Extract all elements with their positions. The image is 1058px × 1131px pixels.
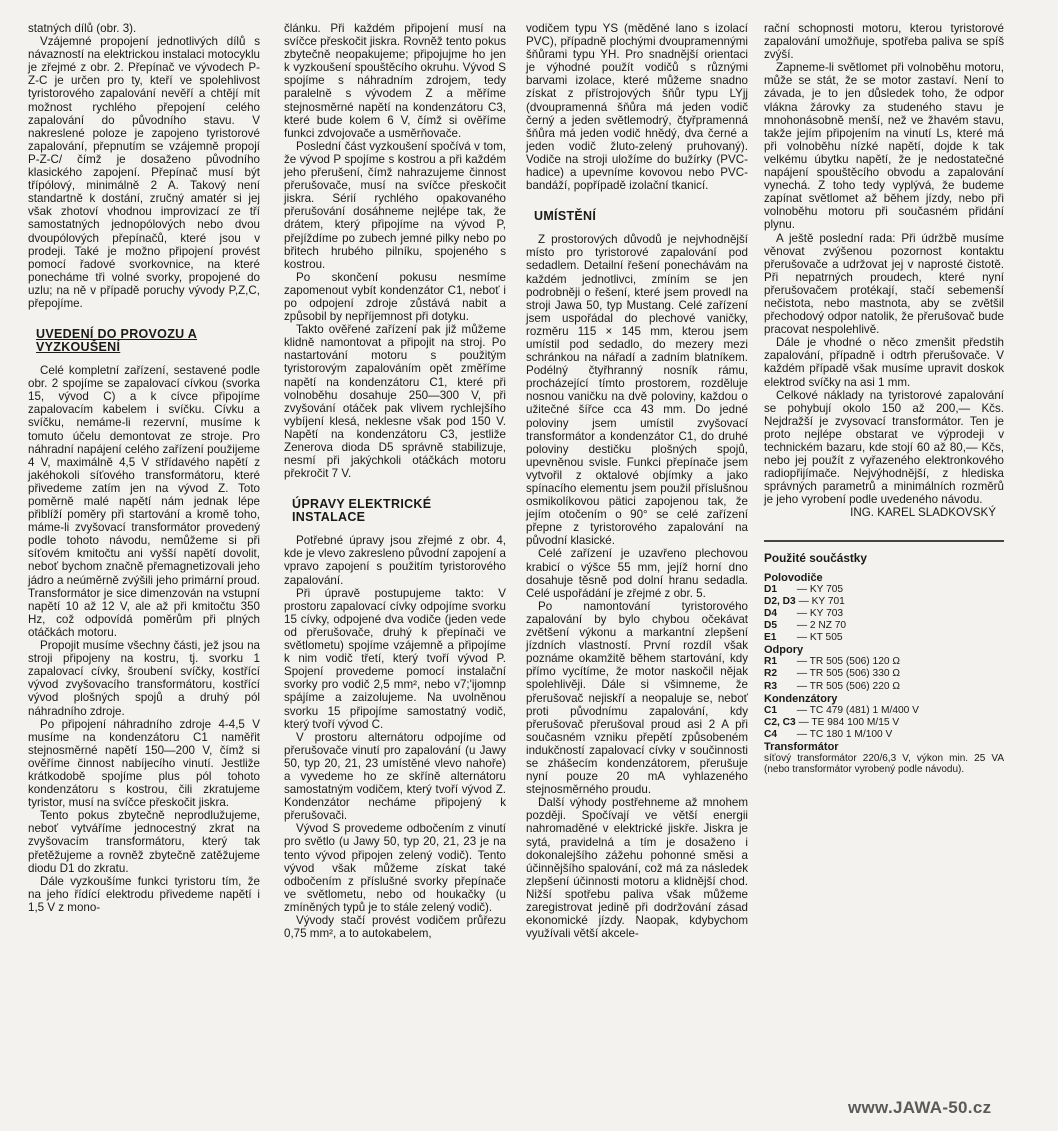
paragraph: A ještě poslední rada: Při údržbě musíme věnovat zvýšenou pozornost kontaktu přerušovače a udržovat jej v naprosté čistotě. Při nepatrných proudech, které nyní přerušovačem protékají, stačí sebemenší nečistota, nebo mastnota, aby se zvětšil přechodový odpor natolik, že přerušovač bude pracovat nespolehlivě. <box>764 231 1004 337</box>
paragraph: Propojit musíme všechny části, jež jsou na stroji připojeny na kostru, tj. svorku 1 zapalovací cívky, šroubení svíčky, kostřící vývod zvyšovacího transformátoru, kostřící vývod plošných spojů a druhý pól náhradního zdroje. <box>28 639 260 718</box>
part-ref: R1 <box>764 656 778 668</box>
parts-group-label: Polovodiče <box>764 571 823 584</box>
part-value: — TC 180 1 M/100 V <box>796 728 893 740</box>
paragraph: Dále vyzkoušíme funkci tyristoru tím, že na jeho řídící elektrodu přivedeme napětí i 1,5 V z mono- <box>28 874 260 914</box>
part-ref: C1 <box>764 704 778 716</box>
parts-row <box>764 681 1004 693</box>
part-ref: E1 <box>764 632 777 644</box>
paragraph: Po namontování tyristorového zapalování by bylo chybou očekávat zvětšení výkonu a markantní zlepšení jízdních vlastností. První rozdíl však poznáme okamžitě během startování, kdy přímo vycítíme, že motor naskočil nějak spolehlivěji. Dále si všimneme, že přerušovač nejiskří a neopaluje se, neboť proti původnímu zapalování, kdy přerušovač přerušoval proud asi 2 A při současném vzniku přepětí způsobeném indukčností zapalovací cívky v součinnosti se zhášecím kondenzátorem, přerušuje nyní pouze 20 mA vyhlazeného stejnosměrného proudu. <box>526 599 748 797</box>
section-heading: UVEDENÍ DO PROVOZU A VYZKOUŠENÍ <box>36 327 198 355</box>
part-value: — TC 479 (481) 1 M/400 V <box>796 704 919 716</box>
text-column-3 <box>526 22 748 940</box>
parts-row <box>764 620 1004 632</box>
paragraph: Celé kompletní zařízení, sestavené podle obr. 2 spojíme se zapalovací cívkou (svorka 15, vývod C) a k cívce připojíme zapalovacím kabelem i svíčku. Cívku a svíčku, nemáme-li rezervní, musíme k tomuto účelu demontovat ze stroje. Pro náhradní napájení celého zařízení použijeme 4 V, maximálně 4,5 V střídavého napětí z jakéhokoli síťového transformátoru, které přivedeme zatím jen na vývod Z. Toto poměrně malé napětí nám jednak lépe přiblíží poměry při startování a kromě toho, máme-li zvyšovací transformátor provedený podle tohoto návodu, nemůžeme si při síťovém kmitočtu ani vyšší napětí dovolit, neboť bychom značně přemagnetizovali jeho jádro a neúměrně zvýšili jeho primární proud. Transformátor je sice dimenzován na vstupní napětí 10 až 12 V, ale až při kmitočtu 350 Hz, což odpovídá poměrům při plných otáčkách motoru. <box>28 364 260 639</box>
parts-row <box>764 729 1004 741</box>
section-heading: UMÍSTĚNÍ <box>534 209 597 224</box>
part-ref: R3 <box>764 680 778 692</box>
paragraph: Vzájemné propojení jednotlivých dílů s návazností na elektrickou instalaci motocyklu je zřejmé z obr. 2. Přepínač ve vývodech P-Z-C je určen pro ty, kteří ve spolehlivost tyristorového zapalování nevěří a chtějí mít možnost rychlého přepojení celého zapalování do původního stavu. V nakreslené poloze je zapojeno tyristorové zapalování, přepnutím se vzájemně propojí P-Z-C/ čímž je dosaženo původního klasického zapojení. Přepínač musí být třípólový, minimálně 2 A. Takový není standartně k dostání, zručný amatér si jej však zhotoví vhodnou improvizací ze tří samostatných jednopólových nebo dvou dvoupólových přepínačů, které jsou v prodeji. Také je možno připojení provést pomocí řadové svorkovnice, na které ponecháme tři volné svorky, propojené do uzlu; na ně v případě poruchy vývody P,Z,C, přepojíme. <box>28 35 260 310</box>
paragraph: Po skončení pokusu nesmíme zapomenout vybít kondenzátor C1, neboť i po odpojení zdroje zůstává nabit a způsobil by nepříjemnost při dotyku. <box>284 270 506 324</box>
part-value: — TR 505 (506) 220 Ω <box>796 680 900 692</box>
parts-group-label: Kondenzátory <box>764 692 838 705</box>
parts-group-label: Transformátor <box>764 740 839 753</box>
paragraph: rační schopnosti motoru, kterou tyristorové zapalování umožňuje, spotřeba paliva se spíš zvýší. <box>764 22 1004 62</box>
part-value: — TR 505 (506) 330 Ω <box>796 668 900 680</box>
author-signature: ING. KAREL SLADKOVSKÝ <box>850 506 996 520</box>
text-column-1 <box>28 22 260 914</box>
paragraph: Takto ověřené zařízení pak již můžeme klidně namontovat a připojit na stroj. Po nastartování motoru s použitým tyristorovým zapalováním opět změříme napětí na kondenzátoru C1, které při volnoběhu dosahuje 250—300 V, při zvyšování otáček pak vlivem rychlejšího vybíjení klesá, neklesne však pod 150 V. Napětí na kondenzátoru C3, jestliže Zenerova dioda D5 správně stabilizuje, nesmí při jakýchkoli otáčkách motoru překročit 7 V. <box>284 323 506 481</box>
paragraph: Při úpravě postupujeme takto: V prostoru zapalovací cívky odpojíme svorku 15 cívky, odpojené dva vodiče (jeden vede od přerušovače, druhý k přepínači ve světlometu) spojíme vzájemně a připojíme k nim vodič třetí, který tvoří vývod P. Spojení provedeme pomocí instalační svorky pro vodič 2,5 mm², nebo v7;'ijomnp spájíme a zaizolujeme. Na uvolněnou svorku 15 připojíme samostatný vodič, který tvoří vývod C. <box>284 586 506 731</box>
part-value: — TE 984 100 M/15 V <box>798 716 900 728</box>
part-value: — KT 505 <box>796 632 843 644</box>
part-ref: D5 <box>764 620 778 632</box>
parts-row <box>764 596 1004 608</box>
paragraph: Tento pokus zbytečně neprodlužujeme, neboť vytváříme jednocestný zkrat na zvyšovacím transformátoru, který tak přetěžujeme a rovněž zbytečně zatěžujeme diodu D1 do zkratu. <box>28 809 260 875</box>
text-column-4 <box>764 22 1004 775</box>
part-value: — 2 NZ 70 <box>796 620 847 632</box>
part-value: — KY 703 <box>796 607 844 619</box>
paragraph: Z prostorových důvodů je nejvhodnější místo pro tyristorové zapalování pod sedadlem. Detailní řešení ponechávám na každém jednotlivci, zmíním se jen podrobněji o řešení, které jsem provedl na stroji Jawa 50, typ Mustang. Celé zařízení jsem uspořádal do plechové vaničky, rozměru 115 × 145 mm, kterou jsem umístil pod sedadlo, do mezery mezi schránkou na nářadí a zadním blatníkem. Podélný čtyřhranný nosník rámu, procházející tímto prostorem, rozděluje nosnou vaničku na dvě poloviny, každou o užitečné šířce cca 43 mm. Do jedné poloviny jsem umístil zvyšovací transformátor a kondenzátor C1, do druhé poloviny destičku plošných spojů, upevněnou svisle. Funkci přepínače jsem vytvořil z oktalové objímky a jako spínacího elementu jsem použil příslušnou osmikolíkovou pätici zapojenou tak, že jejím otočením o 90° se celé zařízení přepne z tyristorového zapalování na původní klasické. <box>526 233 748 548</box>
parts-list <box>764 540 1004 776</box>
website-watermark: www.JAWA-50.cz <box>848 1098 992 1117</box>
parts-row <box>764 656 1004 668</box>
parts-row <box>764 705 1004 717</box>
part-ref: R2 <box>764 668 778 680</box>
parts-list-title: Použité součástky <box>764 550 867 565</box>
part-ref: C2, C3 <box>764 716 796 728</box>
section-heading: ÚPRAVY ELEKTRICKÉ INSTALACE <box>292 497 432 525</box>
part-ref: D4 <box>764 607 778 619</box>
paragraph: Celkové náklady na tyristorové zapalování se pohybují okolo 150 až 200,— Kčs. Nejdražší je zvysovací transformátor. Ten je proto nejlépe obstarat ve výprodeji v technickém bazaru, kde stojí 60 až 80,— Kčs, nebo jej použít z vyřazeného elektronkového radiopřijímače. Nejvýhodnější, z hlediska správných parametrů a minimálních rozměrů je jeho vyrobení podle uvedeného návodu. <box>764 388 1004 507</box>
paragraph: Celé zařízení je uzavřeno plechovou krabicí o výšce 55 mm, jejíž horní dno dosahuje těsně pod dolní hranu sedadla. Celé uspořádání je zřejmé z obr. 5. <box>526 547 748 600</box>
parts-row <box>764 608 1004 620</box>
text-column-2 <box>284 22 506 940</box>
paragraph: Dále je vhodné o něco zmenšit předstih zapalování, případně i odtrh přerušovače. V každém případě však musíme upravit doskok elektrod svíčky na asi 1 mm. <box>764 336 1004 389</box>
paragraph: Další výhody postřehneme až mnohem později. Spočívají ve větší energii nahromaděné v elektrické jiskře. Jiskra je sytá, pravidelná a tím je dosaženo i dokonalejšího zážehu pohonné směsi a účinnějšího spalování, což má za následek zlepšení účinnosti motoru a klidnější chod. Nižší spotřebu paliva však můžeme zaregistrovat jedině při dodržování zásad ekonomické jízdy. Naopak, kdybychom využívali větší akcele- <box>526 796 748 941</box>
paragraph: Zapneme-li světlomet při volnoběhu motoru, může se stát, že se motor zastaví. Není to závada, je to jen důsledek toho, že odpor vlákna žárovky za studeného stavu je mnohonásobně menší, než ve žhavém stavu, takže jejím připojením na vinutí Ls, které má při volnoběhu nízké napětí, dojde k tak velkému úbytku napětí, že je nedostatečné napájení spouštěcího obvodu a zapalování vynechá. Z toho tedy vyplývá, že budeme zapínat světlomet až během jízdy, nebo při volnoběhu motoru při současném přidání plynu. <box>764 61 1004 232</box>
paragraph: statných dílů (obr. 3). <box>28 22 137 35</box>
parts-row <box>764 584 1004 596</box>
part-value: — KY 705 <box>796 583 844 595</box>
transformer-note: síťový transformátor 220/6,3 V, výkon min. 25 VA (nebo transformátor vyrobený podle návodu). <box>764 753 1004 776</box>
part-value: — KY 701 <box>798 595 845 607</box>
parts-group-label: Odpory <box>764 644 804 657</box>
paragraph: V prostoru alternátoru odpojíme od přerušovače vinutí pro zapalování (u Jawy 50, typ 20, 21, 23 umístěné vlevo nahoře) a vyvedeme ho ze skříně alternátoru samostatným vodičem, který tvoří vývod Z. Kondenzátor necháme připojený k přerušovači. <box>284 730 506 823</box>
part-value: — TR 505 (506) 120 Ω <box>796 656 900 668</box>
paragraph: vodičem typu YS (měděné lano s izolací PVC), případně plochými dvoupramennými šňůrami typu YH. Pro snadnější orientaci je výhodné použít vodičů s různými barvami izolace, které můžeme snadno získat z přístrojových šňůr typu LYjj (dvoupramenná šňůra má jeden vodič černý a jeden světlemodrý, čtyřpramenná šňůra má jeden vodič hnědý, dva černé a jeden vodič žluto-zelený pruhovaný). Vodiče na stroji uložíme do bužírky (PVC-hadice) a upevníme kovovou nebo PVC-bandáží, popřípadě izolační tkanicí. <box>526 22 748 193</box>
paragraph: článku. Při každém připojení musí na svíčce přeskočit jiskra. Rovněž tento pokus zbytečně neopakujeme; připojujme ho jen k vyzkoušení spouštěcího okruhu. Vývod S spojíme s náhradním zdrojem, tedy paralelně s vývodem Z a měříme stejnosměrné napětí na kondenzátoru C3, které bude kolem 6 V, čímž si ověříme funkci zdvojovače a usměrňovače. <box>284 22 506 140</box>
parts-row <box>764 668 1004 680</box>
paragraph: Po připojení náhradního zdroje 4-4,5 V musíme na kondenzátoru C1 naměřit stejnosměrné napětí 150—200 V, čímž si ověříme činnost nabíjecího vinutí. Jestliže krátkodobě spojíme plus pól tohoto kondenzátoru s kostrou, čili zkratujeme tyristor, musí na svíčce přeskočit jiskra. <box>28 717 260 810</box>
parts-row <box>764 717 1004 729</box>
part-ref: D1 <box>764 583 778 595</box>
part-ref: C4 <box>764 728 778 740</box>
part-ref: D2, D3 <box>764 595 796 607</box>
paragraph: Potřebné úpravy jsou zřejmé z obr. 4, kde je vlevo zakresleno původní zapojení a vpravo zapojení s použitím tyristorového zapalování. <box>284 534 506 587</box>
parts-row <box>764 632 1004 644</box>
paragraph: Poslední část vyzkoušení spočívá v tom, že vývod P spojíme s kostrou a při každém jeho přerušení, čímž nahrazujeme činnost přerušovače, musí na svíčce přeskočit jiskra. Sérií rychlého opakovaného přerušování dosáhneme nejlépe tak, že drátem, který připojíme na vývod P, přejíždíme po zubech jemné pilky nebo po břitech hrubého pilníku, spojeného s kostrou. <box>284 139 506 271</box>
paragraph: Vývod S provedeme odbočením z vinutí pro světlo (u Jawy 50, typ 20, 21, 23 je na tento vývod připojen zelený vodič). Tento vývod však můžeme získat také odbočením z příslušné svorky přepínače ve světlometu, nebo od houkačky (u zmíněných typů je to stále zelený vodič). <box>284 822 506 914</box>
paragraph: Vývody stačí provést vodičem průřezu 0,75 mm², a to autokabelem, <box>284 914 506 941</box>
